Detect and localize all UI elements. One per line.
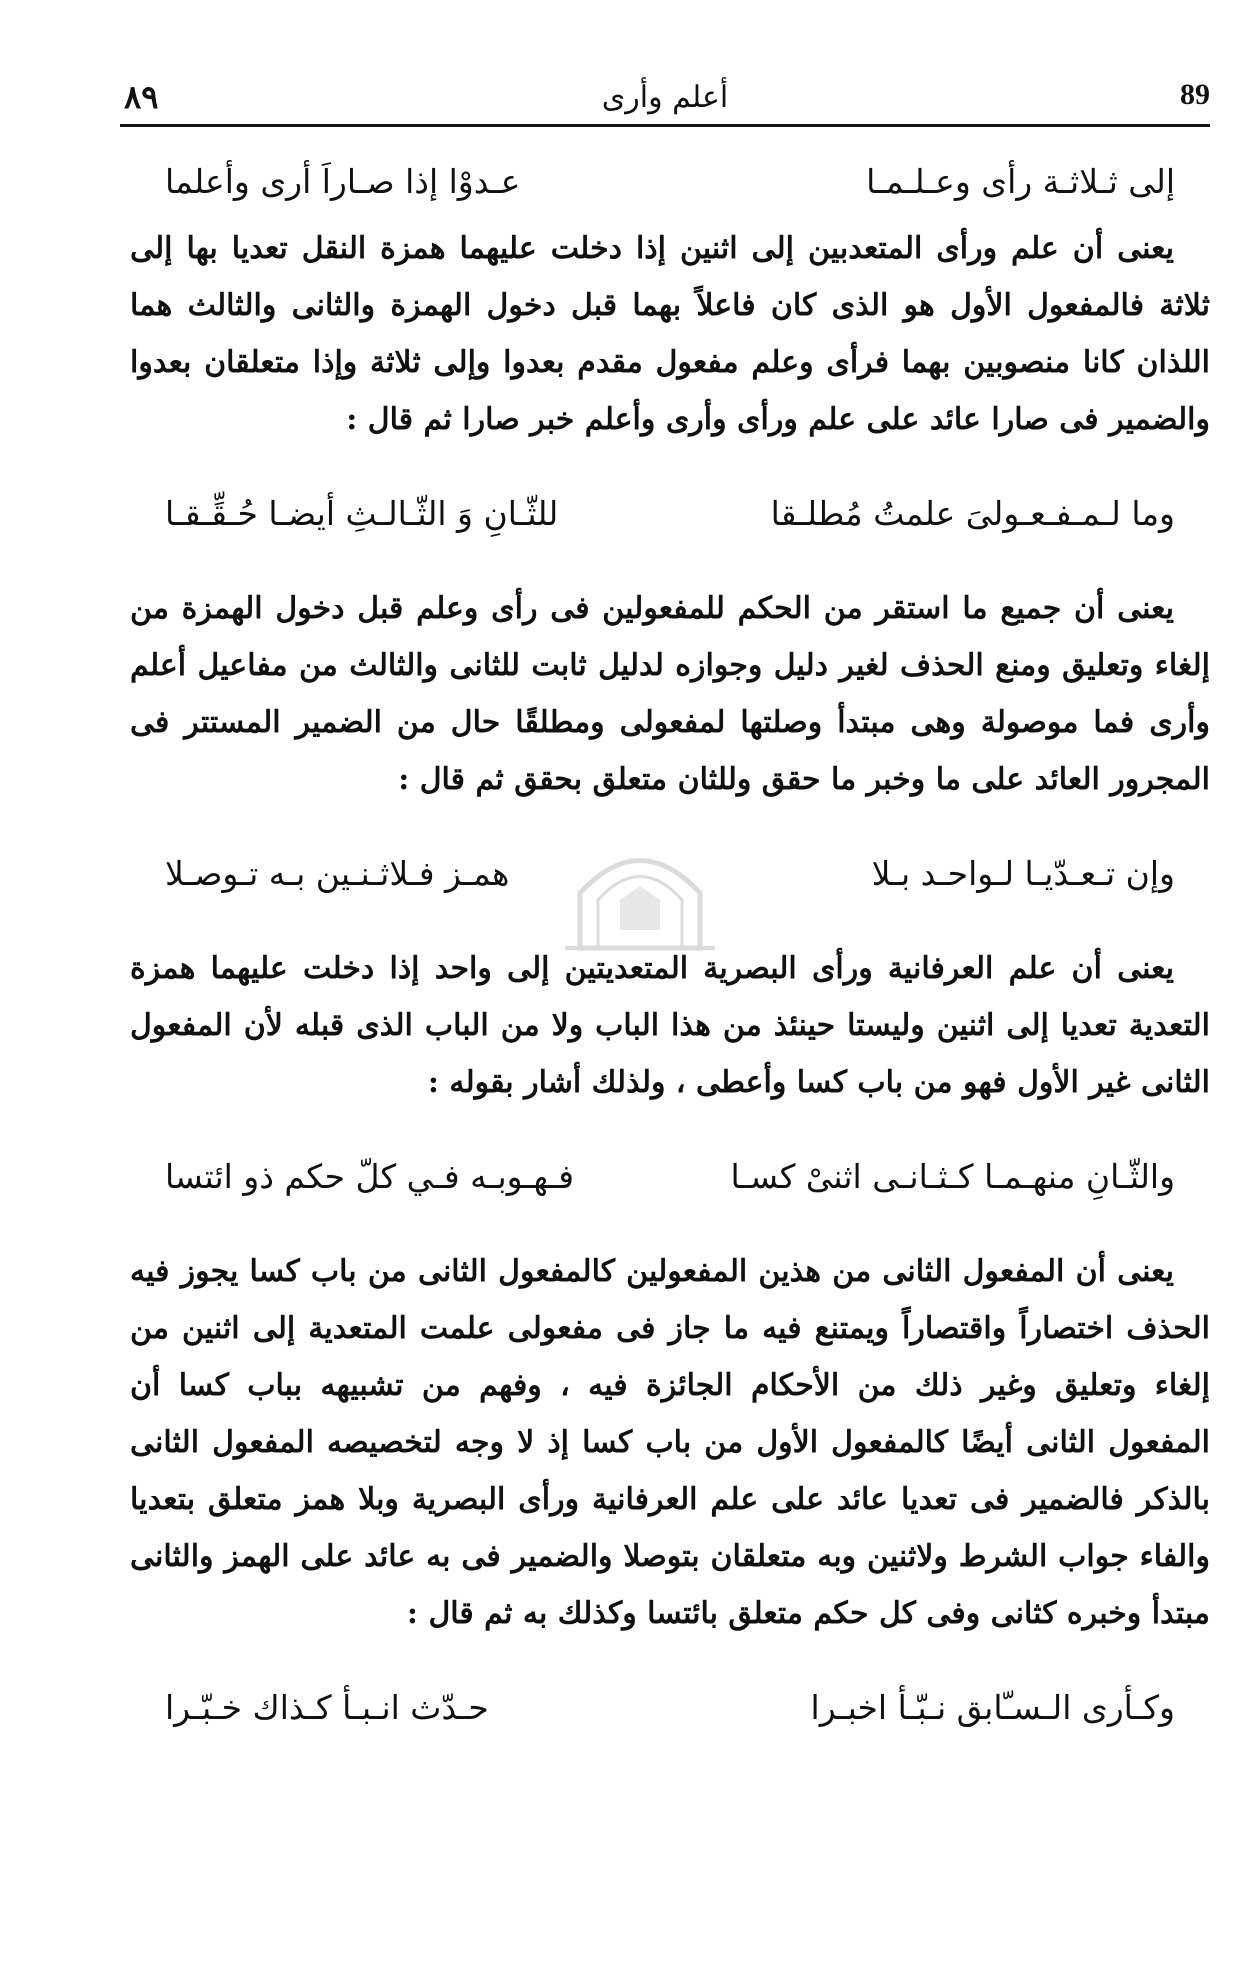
verse-first-hemistich: وما لـمـفـعـولىَ علمتُ مُطلـقا: [770, 494, 1175, 533]
verse-second-hemistich: فـهـوبـه فـي كلّ حكم ذو ائتسا: [165, 1157, 575, 1196]
verse-first-hemistich: إلى ثـلاثـة رأى وعـلـمـا: [866, 162, 1175, 201]
page-header: [120, 78, 1210, 127]
page-number-arabic: ٨٩: [124, 78, 159, 116]
commentary-paragraph: يعنى أن علم العرفانية ورأى البصرية المتعديتين إلى واحد إذا دخلت عليهما همزة التعدية تعديا إلى اثنين وليستا حينئذ من هذا الباب ولا من الباب الذى قبله لأن المفعول الثانى غير الأول فهو من باب كسا وأعطى ، ولذلك أشار بقوله :: [130, 951, 1210, 1100]
commentary-paragraph: يعنى أن المفعول الثانى من هذين المفعولين كالمفعول الثانى من باب كسا يجوز فيه الحذف اختصاراً واقتصاراً ويمتنع فيه ما جاز فى مفعولى علمت المتعدية إلى اثنين من إلغاء وتعليق وغير ذلك من الأحكام الجائزة فيه ، وفهم من تشبيهه بباب كسا أن المفعول الثانى أيضًا كالمفعول الأول من باب كسا إذ لا وجه لتخصيصه المفعول الثانى بالذكر فالضمير فى تعديا عائد على علم العرفانية ورأى البصرية وبلا همز متعلق بتعديا والفاء جواب الشرط ولاثنين وبه متعلقان بتوصلا والضمير فى به عائد على الهمز والثانى مبتدأ وخبره كثانى وفى كل حكم متعلق بائتسا وكذلك به ثم قال :: [130, 1254, 1210, 1631]
running-title: أعلم وأرى: [601, 80, 729, 115]
verse-line: [130, 482, 1210, 546]
verse-line: [130, 150, 1210, 214]
verse-second-hemistich: حـدّث انـبـأ كـذاك خـبّـرا: [165, 1688, 489, 1727]
commentary-paragraph: يعنى أن جميع ما استقر من الحكم للمفعولين فى رأى وعلم قبل دخول الهمزة من إلغاء وتعليق ومنع الحذف لغير دليل وجوازه لدليل ثابت للثانى والثالث من مفاعيل أعلم وأرى فما موصولة وهى مبتدأ وصلتها لمفعولى ومطلقًا حال من الضمير المستتر فى المجرور العائد على ما وخبر ما حقق وللثان متعلق بحقق ثم قال :: [130, 591, 1210, 797]
verse-first-hemistich: وكـأرى الـسـّابق نـبّـأ اخبـرا: [810, 1688, 1175, 1727]
page-number-latin: 89: [1180, 78, 1210, 111]
commentary-paragraph: يعنى أن علم ورأى المتعدبين إلى اثنين إذا دخلت عليهما همزة النقل تعديا بها إلى ثلاثة فالمفعول الأول هو الذى كان فاعلاً بهما قبل دخول الهمزة والثانى والثالث هما اللذان كانا منصوبين بهما فرأى وعلم مفعول مقدم بعدوا وإلى ثلاثة وإذا متعلقان بعدوا والضمير فى صارا عائد على علم ورأى وأرى وأعلم خبر صارا ثم قال :: [130, 231, 1210, 437]
library-watermark-icon: [560, 838, 720, 958]
verse-line: [130, 1145, 1210, 1209]
verse-second-hemistich: همـز فـلاثـنـين بـه تـوصـلا: [165, 854, 510, 893]
verse-second-hemistich: للثّـانِ وَ الثّـالـثِ أيضـا حُـقِّـقـا: [165, 494, 559, 533]
verse-second-hemistich: عـدوْا إذا صـاراَ أرى وأعلما: [165, 162, 521, 201]
verse-first-hemistich: والثّـانِ منهـمـا كـثـانـى اثنىْ كسـا: [730, 1157, 1175, 1196]
verse-first-hemistich: وإن تـعـدّيـا لـواحـد بـلا: [871, 854, 1175, 893]
verse-line: [130, 1676, 1210, 1740]
